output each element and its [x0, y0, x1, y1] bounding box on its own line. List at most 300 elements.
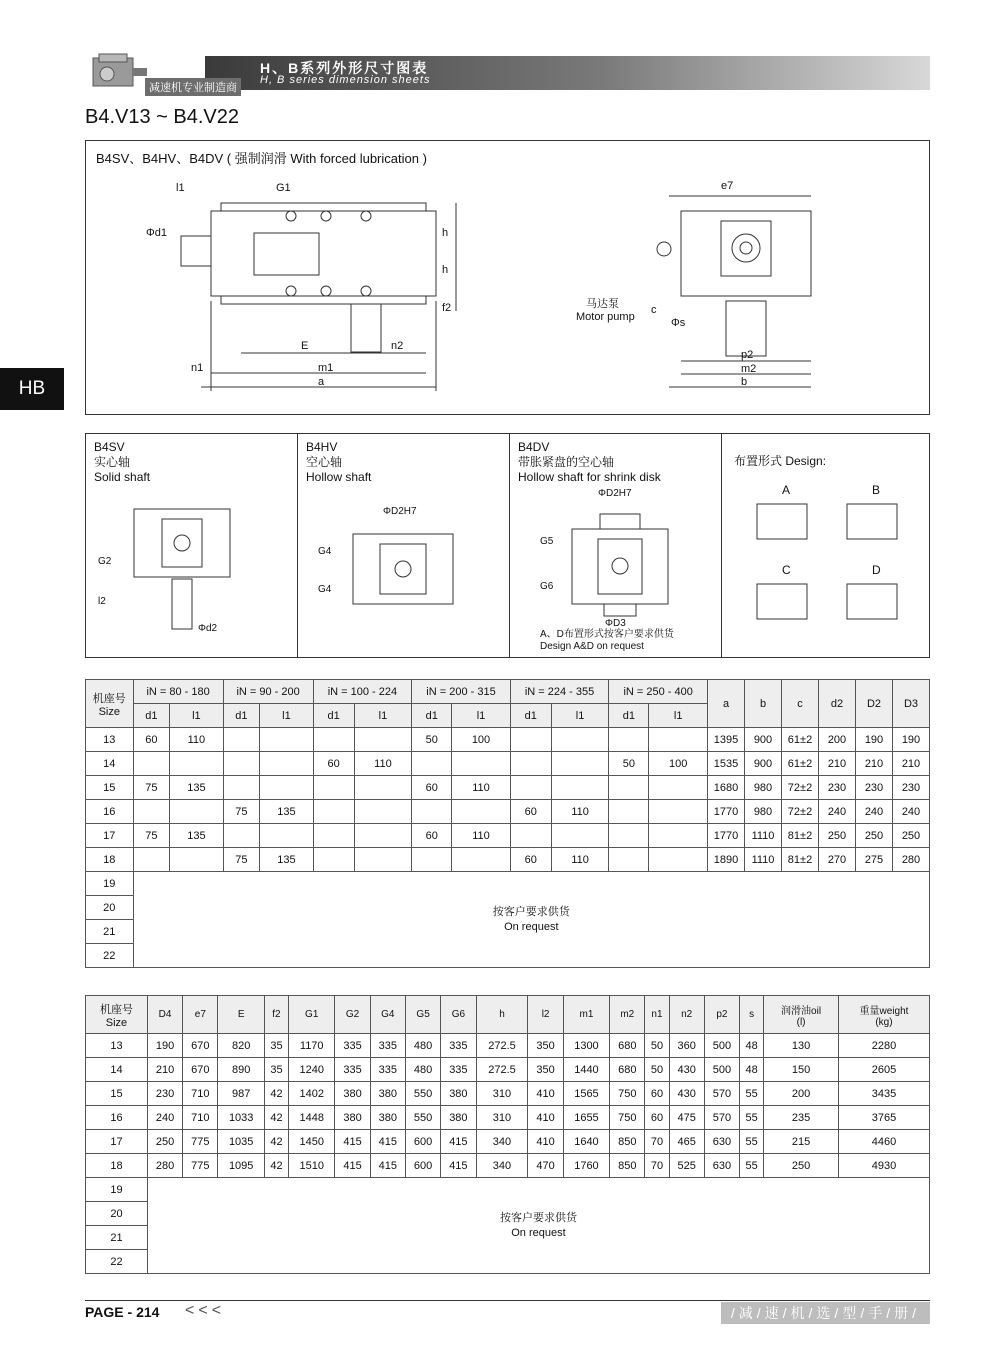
table-cell — [649, 776, 708, 800]
subcol-d1: d1 — [313, 704, 354, 728]
table-cell — [354, 800, 412, 824]
table-cell: 275 — [856, 848, 893, 872]
table-cell: 70 — [645, 1130, 669, 1154]
table-cell: 17 — [86, 824, 134, 848]
design-note-en: Design A&D on request — [540, 641, 644, 652]
table-cell: 900 — [745, 752, 782, 776]
ratio-group: iN = 80 - 180 — [133, 680, 223, 704]
dim-d2: Φd2 — [198, 623, 218, 634]
size-header — [86, 996, 148, 1034]
subcol-d1: d1 — [133, 704, 170, 728]
size-cell: 22 — [86, 1250, 148, 1274]
table-cell: 415 — [370, 1130, 405, 1154]
table-cell: 335 — [441, 1034, 476, 1058]
table-cell: 360 — [669, 1034, 704, 1058]
table-cell — [354, 848, 412, 872]
on-request-cell — [133, 872, 929, 968]
col-header: G2 — [335, 996, 370, 1034]
table-cell: 430 — [669, 1058, 704, 1082]
subcol-d1: d1 — [412, 704, 452, 728]
dimension-table-1 — [85, 679, 930, 968]
table-cell — [133, 752, 170, 776]
table-cell: 600 — [405, 1130, 440, 1154]
table-cell — [649, 800, 708, 824]
table-cell: 1402 — [289, 1082, 335, 1106]
on-request-cell — [147, 1178, 929, 1274]
table-cell: 110 — [354, 752, 412, 776]
manual-title: /减/速/机/选/型/手/册/ — [721, 1302, 930, 1324]
table-cell: 500 — [704, 1058, 739, 1082]
design-heading: 布置形式 Design: — [734, 454, 827, 468]
table-cell: 14 — [86, 1058, 148, 1082]
table-cell: 72±2 — [782, 776, 819, 800]
table-cell: 340 — [476, 1154, 528, 1178]
table-cell: 50 — [609, 752, 649, 776]
table-cell: 272.5 — [476, 1034, 528, 1058]
table-cell: 850 — [610, 1130, 645, 1154]
table-cell: 1565 — [563, 1082, 609, 1106]
size-cell: 21 — [86, 920, 134, 944]
table-cell: 410 — [528, 1082, 563, 1106]
table-cell: 1770 — [708, 800, 745, 824]
variant-cn: 实心轴 — [94, 455, 131, 469]
variant-cn: 带胀紧盘的空心轴 — [518, 455, 615, 469]
table-cell: 135 — [170, 824, 223, 848]
table-cell — [452, 752, 511, 776]
dim-D3: ΦD3 — [605, 618, 626, 629]
table-cell: 415 — [370, 1154, 405, 1178]
table-cell: 310 — [476, 1106, 528, 1130]
table-cell — [313, 800, 354, 824]
variant-code: B4DV — [518, 440, 550, 454]
table-cell: 335 — [370, 1058, 405, 1082]
table-cell: 630 — [704, 1130, 739, 1154]
table-cell: 235 — [764, 1106, 839, 1130]
dim-f2: f2 — [442, 302, 452, 314]
table-cell: 340 — [476, 1130, 528, 1154]
ratio-group: iN = 100 - 224 — [313, 680, 412, 704]
table-cell: 70 — [645, 1154, 669, 1178]
table-cell: 60 — [510, 800, 551, 824]
table-cell: 60 — [510, 848, 551, 872]
table-row — [86, 752, 930, 776]
ratio-group: iN = 200 - 315 — [412, 680, 511, 704]
drawing-title-suffix: ( 强制润滑 With forced lubrication ) — [226, 151, 427, 166]
dim-h-bottom: h — [442, 264, 449, 276]
table-cell: 60 — [645, 1082, 669, 1106]
col-header: 润滑油oil (l) — [764, 996, 839, 1034]
table-cell: 1655 — [563, 1106, 609, 1130]
col-header: n1 — [645, 996, 669, 1034]
table-cell: 18 — [86, 1154, 148, 1178]
table-cell: 110 — [170, 728, 223, 752]
table-cell: 430 — [669, 1082, 704, 1106]
table-cell — [551, 728, 609, 752]
table-cell: 4930 — [838, 1154, 929, 1178]
table-cell: 480 — [405, 1034, 440, 1058]
dim-G4-bottom: G4 — [318, 584, 332, 595]
table-cell: 1890 — [708, 848, 745, 872]
table-cell: 210 — [819, 752, 856, 776]
table-cell — [412, 848, 452, 872]
design-C: C — [782, 563, 791, 577]
table-cell: 1110 — [745, 848, 782, 872]
table-cell: 475 — [669, 1106, 704, 1130]
table-cell — [510, 776, 551, 800]
on-request-cn: 按客户要求供货 — [492, 905, 570, 918]
dim-G6: G6 — [540, 581, 554, 592]
table-cell: 415 — [335, 1154, 370, 1178]
dim-s: Φs — [671, 317, 686, 329]
table-cell: 380 — [441, 1106, 476, 1130]
table-cell: 60 — [645, 1106, 669, 1130]
subcol-l1: l1 — [170, 704, 223, 728]
table-cell: 240 — [147, 1106, 182, 1130]
dim-n2: n2 — [391, 340, 404, 352]
variant-solid-shaft — [86, 434, 298, 657]
table-cell: 48 — [740, 1034, 764, 1058]
table-cell: 710 — [183, 1106, 218, 1130]
table-cell: 75 — [223, 800, 260, 824]
table-cell: 1110 — [745, 824, 782, 848]
col-header: p2 — [704, 996, 739, 1034]
table-cell: 775 — [183, 1154, 218, 1178]
on-request-en: On request — [511, 1226, 566, 1239]
table-cell: 100 — [649, 752, 708, 776]
table-cell: 380 — [370, 1082, 405, 1106]
table-cell — [223, 752, 260, 776]
col-header: h — [476, 996, 528, 1034]
table-cell: 1440 — [563, 1058, 609, 1082]
size-label: 机座号 — [99, 1003, 133, 1016]
subcol-l1: l1 — [354, 704, 412, 728]
table-cell: 215 — [764, 1130, 839, 1154]
table-cell: 1240 — [289, 1058, 335, 1082]
subcol-d1: d1 — [609, 704, 649, 728]
table-cell: 75 — [223, 848, 260, 872]
col-D3: D3 — [893, 680, 930, 728]
table-row — [86, 1154, 930, 1178]
page-header — [85, 52, 930, 94]
table-cell: 570 — [704, 1082, 739, 1106]
col-header: f2 — [264, 996, 288, 1034]
table-cell: 250 — [893, 824, 930, 848]
table-cell: 600 — [405, 1154, 440, 1178]
dim-D2H7-disk: ΦD2H7 — [598, 488, 632, 499]
header-subtitle: H, B series dimension sheets — [260, 74, 431, 86]
table-cell: 190 — [893, 728, 930, 752]
table-cell: 55 — [740, 1106, 764, 1130]
table-cell: 15 — [86, 776, 134, 800]
table-cell: 3765 — [838, 1106, 929, 1130]
table-cell — [649, 728, 708, 752]
dim-d1: Φd1 — [146, 227, 168, 239]
dim-E: E — [301, 340, 309, 352]
table-cell: 1448 — [289, 1106, 335, 1130]
design-note-cn: A、D布置形式按客户要求供货 — [540, 629, 674, 640]
table-cell: 100 — [452, 728, 511, 752]
table-cell: 240 — [893, 800, 930, 824]
size-label-en: Size — [98, 705, 120, 718]
table-cell: 415 — [441, 1154, 476, 1178]
variant-en: Solid shaft — [94, 470, 151, 484]
ratio-group: iN = 250 - 400 — [609, 680, 708, 704]
table-cell: 670 — [183, 1058, 218, 1082]
table-row — [86, 800, 930, 824]
design-D: D — [872, 563, 881, 577]
dim-m2: m2 — [741, 363, 757, 375]
table-cell: 380 — [370, 1106, 405, 1130]
col-header: G1 — [289, 996, 335, 1034]
table-cell — [452, 848, 511, 872]
table-cell: 230 — [893, 776, 930, 800]
on-request-en: On request — [504, 920, 559, 933]
table-row — [86, 776, 930, 800]
table-cell: 110 — [551, 800, 609, 824]
table-row — [86, 848, 930, 872]
table-cell: 750 — [610, 1106, 645, 1130]
table-cell: 350 — [528, 1058, 563, 1082]
size-label-en: Size — [105, 1016, 128, 1029]
side-tab: HB — [0, 368, 64, 410]
table-cell: 48 — [740, 1058, 764, 1082]
page-number: PAGE - 214 — [85, 1304, 160, 1320]
table-cell: 75 — [133, 776, 170, 800]
subcol-d1: d1 — [223, 704, 260, 728]
table-cell: 60 — [133, 728, 170, 752]
table-cell — [260, 824, 313, 848]
table-cell — [170, 800, 223, 824]
dim-G1: G1 — [276, 182, 291, 194]
col-header: l2 — [528, 996, 563, 1034]
col-header: m1 — [563, 996, 609, 1034]
table-cell: 710 — [183, 1082, 218, 1106]
col-d2: d2 — [819, 680, 856, 728]
dim-l1: l1 — [176, 182, 185, 194]
table-cell: 110 — [452, 776, 511, 800]
table-cell: 680 — [610, 1058, 645, 1082]
table-cell: 14 — [86, 752, 134, 776]
table-cell: 500 — [704, 1034, 739, 1058]
table-cell: 16 — [86, 1106, 148, 1130]
dim-G5: G5 — [540, 536, 554, 547]
request-row — [86, 1178, 930, 1202]
table-cell — [313, 728, 354, 752]
table-cell: 987 — [218, 1082, 264, 1106]
gearbox-logo-icon — [85, 52, 153, 92]
table-cell: 150 — [764, 1058, 839, 1082]
table-cell: 42 — [264, 1154, 288, 1178]
table-cell: 470 — [528, 1154, 563, 1178]
table-cell — [551, 752, 609, 776]
on-request-cn: 按客户要求供货 — [499, 1211, 577, 1224]
table-row — [86, 1082, 930, 1106]
drawing-title: B4SV、B4HV、B4DV — [96, 151, 224, 166]
table-cell — [609, 728, 649, 752]
table-cell: 210 — [893, 752, 930, 776]
table-cell — [223, 728, 260, 752]
table-cell: 18 — [86, 848, 134, 872]
table-cell: 230 — [147, 1082, 182, 1106]
table-cell: 480 — [405, 1058, 440, 1082]
table-cell: 210 — [147, 1058, 182, 1082]
col-b: b — [745, 680, 782, 728]
size-cell: 20 — [86, 1202, 148, 1226]
table-cell: 42 — [264, 1106, 288, 1130]
pump-label-en: Motor pump — [576, 311, 635, 323]
table-cell — [354, 776, 412, 800]
dim-b: b — [741, 376, 748, 388]
size-cell: 20 — [86, 896, 134, 920]
table-cell: 13 — [86, 728, 134, 752]
table-cell — [412, 752, 452, 776]
dim-p2: p2 — [741, 349, 754, 361]
table-cell — [412, 800, 452, 824]
table-cell — [170, 848, 223, 872]
table-cell: 1300 — [563, 1034, 609, 1058]
table-cell: 550 — [405, 1082, 440, 1106]
table-cell: 250 — [147, 1130, 182, 1154]
table-row — [86, 1058, 930, 1082]
table-cell: 820 — [218, 1034, 264, 1058]
table-cell: 230 — [856, 776, 893, 800]
table-row — [86, 1106, 930, 1130]
table-cell: 335 — [441, 1058, 476, 1082]
variant-cn: 空心轴 — [306, 455, 343, 469]
variant-shrink-disk — [510, 434, 722, 657]
model-range: B4.V13 ~ B4.V22 — [85, 106, 240, 128]
table-cell — [510, 728, 551, 752]
dim-e7: e7 — [721, 180, 734, 192]
table-cell: 310 — [476, 1082, 528, 1106]
col-header: D4 — [147, 996, 182, 1034]
dim-c: c — [651, 304, 657, 316]
table-cell — [260, 752, 313, 776]
table-cell — [313, 848, 354, 872]
size-cell: 19 — [86, 1178, 148, 1202]
table-cell: 81±2 — [782, 824, 819, 848]
col-D2: D2 — [856, 680, 893, 728]
dim-G2: G2 — [98, 556, 112, 567]
table-cell: 630 — [704, 1154, 739, 1178]
table-cell: 250 — [819, 824, 856, 848]
dim-G4-top: G4 — [318, 546, 332, 557]
table-cell: 272.5 — [476, 1058, 528, 1082]
table-cell — [649, 848, 708, 872]
maker-label: 减速机专业制造商 — [145, 78, 241, 96]
table-cell: 75 — [133, 824, 170, 848]
table-cell — [223, 776, 260, 800]
table-cell: 1760 — [563, 1154, 609, 1178]
variant-en: Hollow shaft for shrink disk — [518, 470, 661, 484]
table-cell — [313, 776, 354, 800]
pump-label-cn: 马达泵 — [586, 298, 619, 310]
table-cell: 250 — [856, 824, 893, 848]
table-cell — [649, 824, 708, 848]
table-cell — [313, 824, 354, 848]
table-cell: 350 — [528, 1034, 563, 1058]
table-cell — [260, 728, 313, 752]
table-cell: 3435 — [838, 1082, 929, 1106]
col-header: n2 — [669, 996, 704, 1034]
shrink-disk-drawing — [510, 434, 720, 654]
table-cell: 335 — [370, 1034, 405, 1058]
col-header: m2 — [610, 996, 645, 1034]
table-cell: 190 — [856, 728, 893, 752]
col-c: c — [782, 680, 819, 728]
table-cell: 380 — [335, 1106, 370, 1130]
table-cell: 680 — [610, 1034, 645, 1058]
table-cell: 1640 — [563, 1130, 609, 1154]
table-cell: 570 — [704, 1106, 739, 1130]
table-cell: 335 — [335, 1058, 370, 1082]
table-cell: 1095 — [218, 1154, 264, 1178]
table-cell: 50 — [645, 1034, 669, 1058]
col-header: G5 — [405, 996, 440, 1034]
size-cell: 21 — [86, 1226, 148, 1250]
table-cell: 55 — [740, 1130, 764, 1154]
table-cell: 280 — [893, 848, 930, 872]
table-cell: 1035 — [218, 1130, 264, 1154]
table-cell: 410 — [528, 1130, 563, 1154]
table-cell: 61±2 — [782, 728, 819, 752]
dim-D2H7: ΦD2H7 — [383, 506, 417, 517]
arrangement-drawings — [722, 434, 927, 654]
size-cell: 19 — [86, 872, 134, 896]
main-drawing — [86, 141, 929, 414]
dimension-table-2 — [85, 995, 930, 1274]
table-row — [86, 1034, 930, 1058]
table-cell: 42 — [264, 1130, 288, 1154]
table-cell: 35 — [264, 1058, 288, 1082]
table-cell: 135 — [170, 776, 223, 800]
dim-n1: n1 — [191, 362, 204, 374]
table-cell: 1770 — [708, 824, 745, 848]
solid-shaft-drawing — [86, 434, 296, 654]
dim-m1: m1 — [318, 362, 334, 374]
table-cell — [133, 800, 170, 824]
table-cell: 380 — [335, 1082, 370, 1106]
table-cell: 525 — [669, 1154, 704, 1178]
table-cell: 61±2 — [782, 752, 819, 776]
table-cell: 2605 — [838, 1058, 929, 1082]
table-cell: 1033 — [218, 1106, 264, 1130]
table-cell: 980 — [745, 800, 782, 824]
table-cell: 81±2 — [782, 848, 819, 872]
table-cell: 230 — [819, 776, 856, 800]
table-cell: 60 — [313, 752, 354, 776]
table-cell: 16 — [86, 800, 134, 824]
table-cell: 50 — [645, 1058, 669, 1082]
table-cell — [133, 848, 170, 872]
table-cell — [609, 776, 649, 800]
size-header — [86, 680, 134, 728]
table-cell: 190 — [147, 1034, 182, 1058]
table-cell: 135 — [260, 848, 313, 872]
table-cell: 1680 — [708, 776, 745, 800]
table-row — [86, 824, 930, 848]
table-cell: 4460 — [838, 1130, 929, 1154]
dim-a: a — [318, 376, 325, 388]
table-cell — [170, 752, 223, 776]
col-header: E — [218, 996, 264, 1034]
table-cell — [260, 776, 313, 800]
table-cell: 200 — [819, 728, 856, 752]
table-cell: 410 — [528, 1106, 563, 1130]
table-cell — [452, 800, 511, 824]
table-cell — [609, 824, 649, 848]
table-cell: 2280 — [838, 1034, 929, 1058]
